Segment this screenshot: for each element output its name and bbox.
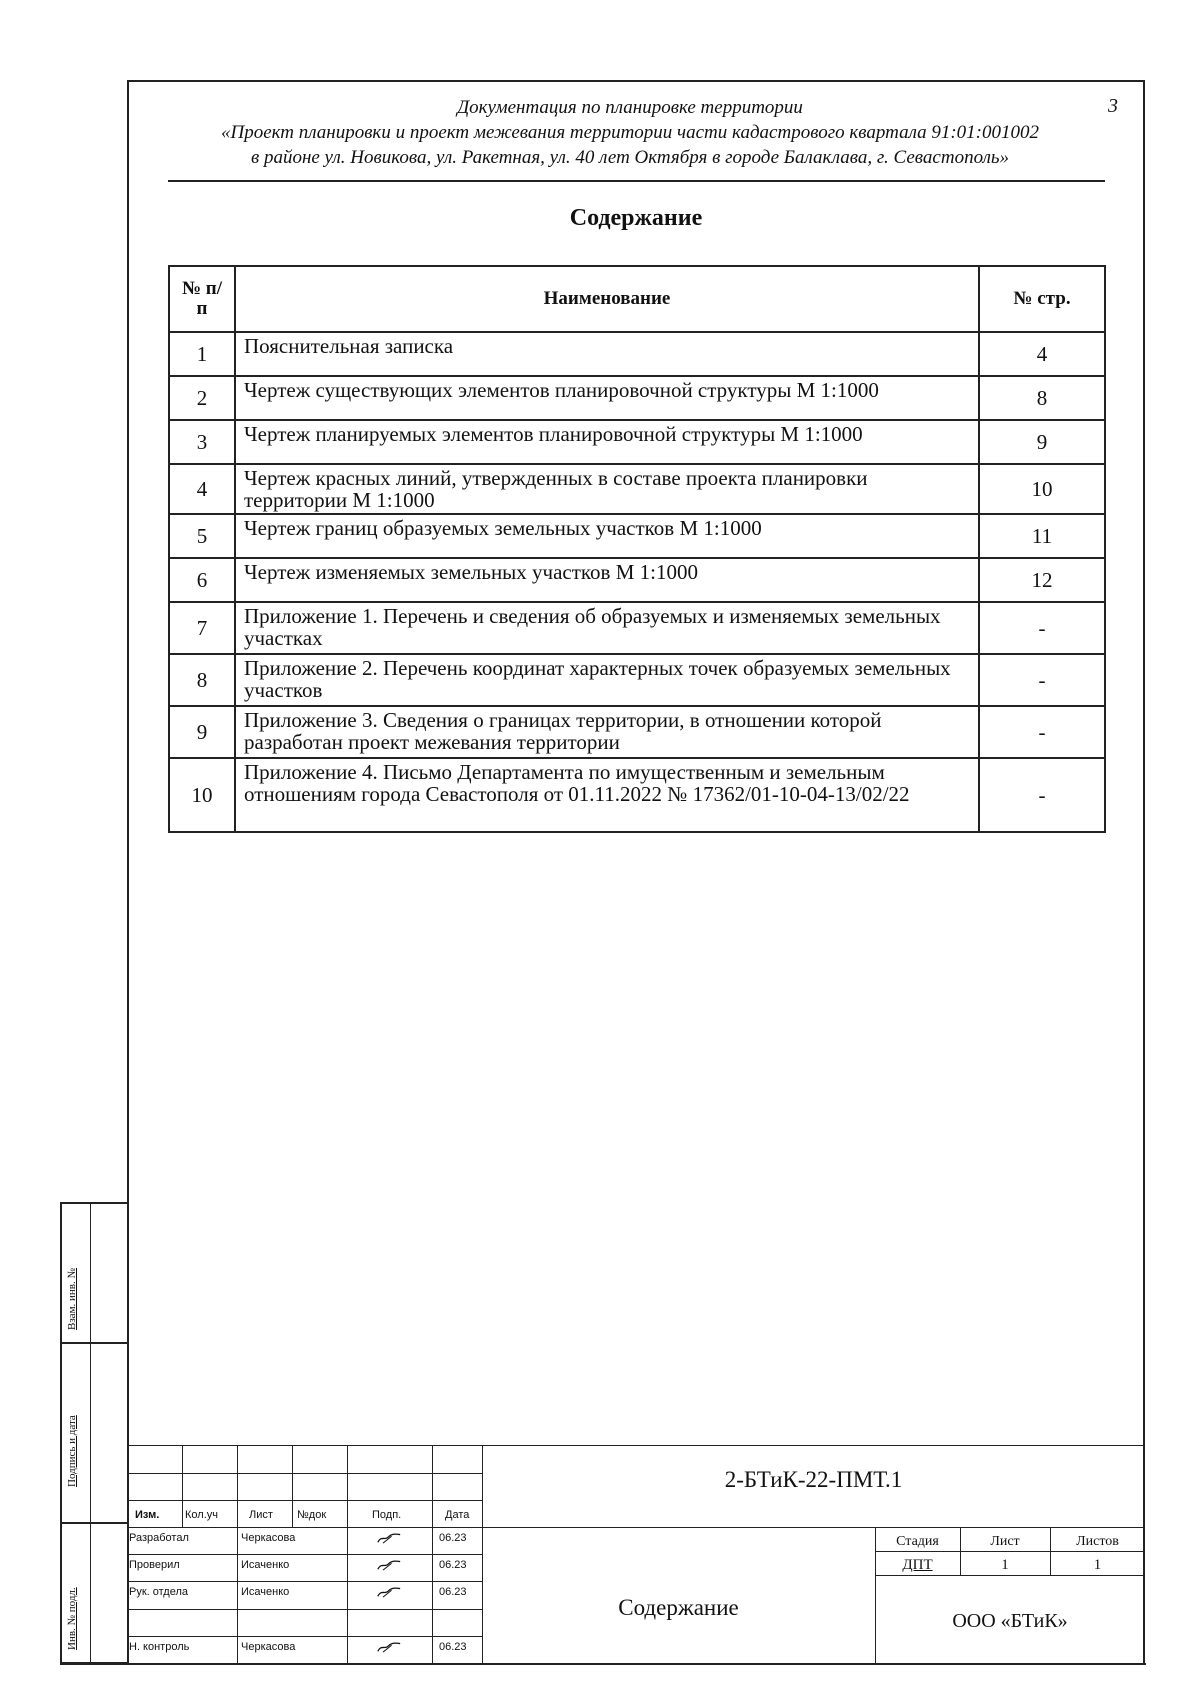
col-num-label: № п/п — [181, 278, 223, 319]
vzam-label: Взам. инв. № — [66, 1268, 78, 1330]
row-page: 8 — [979, 376, 1105, 420]
row-num: 6 — [169, 558, 235, 602]
row-page: 11 — [979, 514, 1105, 558]
tb-line — [875, 1551, 1145, 1552]
sign-date: 06.23 — [439, 1586, 467, 1598]
tb-line — [127, 1500, 482, 1501]
table-row — [169, 420, 1105, 464]
tb-vline — [182, 1445, 183, 1527]
hdr-list: Лист — [249, 1509, 273, 1521]
document-header — [160, 95, 1100, 170]
signer-name: Исаченко — [241, 1559, 290, 1571]
row-num: 8 — [169, 654, 235, 706]
col-page-header: № стр. — [979, 266, 1105, 332]
header-line-1: Документация по планировке территории — [457, 97, 803, 118]
signer-name: Черкасова — [241, 1532, 296, 1544]
title-block — [127, 1445, 1145, 1664]
row-page: - — [979, 654, 1105, 706]
row-name: Чертеж планируемых элементов планировочной структуры М 1:1000 — [235, 420, 979, 464]
signature-icon — [375, 1532, 403, 1544]
row-name: Приложение 2. Перечень координат характерных точек образуемых земельных участков — [235, 654, 979, 706]
tb-line — [127, 1473, 482, 1474]
sign-date: 06.23 — [439, 1559, 467, 1571]
table-row — [169, 602, 1105, 654]
table-row — [169, 332, 1105, 376]
header-line-2: «Проект планировки и проект межевания территории части кадастрового квартала 91:01:001002 — [220, 122, 1039, 143]
signer-name: Черкасова — [241, 1641, 296, 1653]
row-num: 7 — [169, 602, 235, 654]
signer-role: Рук. отдела — [129, 1586, 189, 1598]
tb-top — [127, 1445, 1145, 1446]
row-num: 9 — [169, 706, 235, 758]
sign-date: 06.23 — [439, 1532, 467, 1544]
row-page: 9 — [979, 420, 1105, 464]
row-name: Чертеж изменяемых земельных участков М 1:1000 — [235, 558, 979, 602]
signature-icon — [375, 1559, 403, 1571]
tb-vline — [237, 1445, 238, 1527]
row-name: Чертеж границ образуемых земельных участков М 1:1000 — [235, 514, 979, 558]
tb-line — [875, 1575, 1145, 1576]
table-header-row — [169, 266, 1105, 332]
sheet-label: Лист — [990, 1534, 1020, 1549]
row-page: - — [979, 602, 1105, 654]
row-name: Пояснительная записка — [235, 332, 979, 376]
contents-table — [168, 265, 1106, 833]
hdr-ndok: №док — [297, 1509, 327, 1521]
tb-vline — [432, 1445, 433, 1664]
row-name: Чертеж красных линий, утвержденных в составе проекта планировки территории М 1:1000 — [235, 464, 979, 514]
signer-role: Н. контроль — [129, 1641, 190, 1653]
row-num: 1 — [169, 332, 235, 376]
sheets-label: Листов — [1076, 1534, 1119, 1549]
company-name: ООО «БТиК» — [952, 1610, 1068, 1632]
sheet-value: 1 — [1001, 1557, 1009, 1573]
row-name: Чертеж существующих элементов планировочной структуры М 1:1000 — [235, 376, 979, 420]
row-num: 4 — [169, 464, 235, 514]
table-row — [169, 558, 1105, 602]
inv-label: Инв. № подл. — [66, 1587, 78, 1650]
hdr-data: Дата — [445, 1509, 470, 1521]
table-row — [169, 464, 1105, 514]
table-row — [169, 654, 1105, 706]
stage-value: ДПТ — [902, 1557, 933, 1573]
table-row — [169, 514, 1105, 558]
signature-icon — [375, 1586, 403, 1598]
doc-code: 2-БТиК-22-ПМТ.1 — [724, 1467, 903, 1492]
hdr-podp: Подп. — [372, 1509, 402, 1521]
tb-line — [127, 1554, 482, 1555]
row-name: Приложение 4. Письмо Департамента по имущественным и земельным отношениям города Севастополя от 01.11.2022 № 17362/01-10-04-13/02/22 — [235, 758, 979, 832]
tb-line — [127, 1636, 482, 1637]
table-row — [169, 758, 1105, 832]
sheets-value: 1 — [1093, 1557, 1102, 1573]
podpis-label: Подпись и дата — [66, 1415, 78, 1487]
row-page: 10 — [979, 464, 1105, 514]
header-rule — [168, 180, 1105, 182]
table-row — [169, 706, 1105, 758]
row-page: - — [979, 758, 1105, 832]
hdr-izm: Изм. — [135, 1509, 160, 1521]
col-name-header: Наименование — [235, 266, 979, 332]
col-num-header — [169, 266, 235, 332]
sheet-title: Содержание — [618, 1595, 739, 1620]
row-name: Приложение 3. Сведения о границах территории, в отношении которой разработан проект межевания территории — [235, 706, 979, 758]
table-row — [169, 376, 1105, 420]
page-number: 3 — [1108, 95, 1118, 117]
row-num: 10 — [169, 758, 235, 832]
signer-role: Проверил — [129, 1559, 180, 1571]
tb-line — [127, 1581, 482, 1582]
row-name: Приложение 1. Перечень и сведения об образуемых и изменяемых земельных участках — [235, 602, 979, 654]
tb-line — [127, 1609, 482, 1610]
row-page: - — [979, 706, 1105, 758]
row-num: 3 — [169, 420, 235, 464]
row-page: 12 — [979, 558, 1105, 602]
stage-label: Стадия — [896, 1534, 939, 1549]
tb-vline — [347, 1445, 348, 1664]
signer-role: Разработал — [129, 1532, 189, 1544]
tb-vline — [292, 1445, 293, 1527]
page-title: Содержание — [569, 205, 703, 231]
tb-vline — [237, 1527, 238, 1664]
tb-line — [127, 1527, 1145, 1528]
row-num: 5 — [169, 514, 235, 558]
row-page: 4 — [979, 332, 1105, 376]
header-line-3: в районе ул. Новикова, ул. Ракетная, ул. 40 лет Октября в городе Балаклава, г. Севастополь» — [250, 147, 1010, 168]
side-divider — [90, 1202, 91, 1664]
row-num: 2 — [169, 376, 235, 420]
signature-icon — [375, 1641, 403, 1653]
sign-date: 06.23 — [439, 1641, 467, 1653]
hdr-koluch: Кол.уч — [185, 1509, 218, 1521]
signer-name: Исаченко — [241, 1586, 290, 1598]
